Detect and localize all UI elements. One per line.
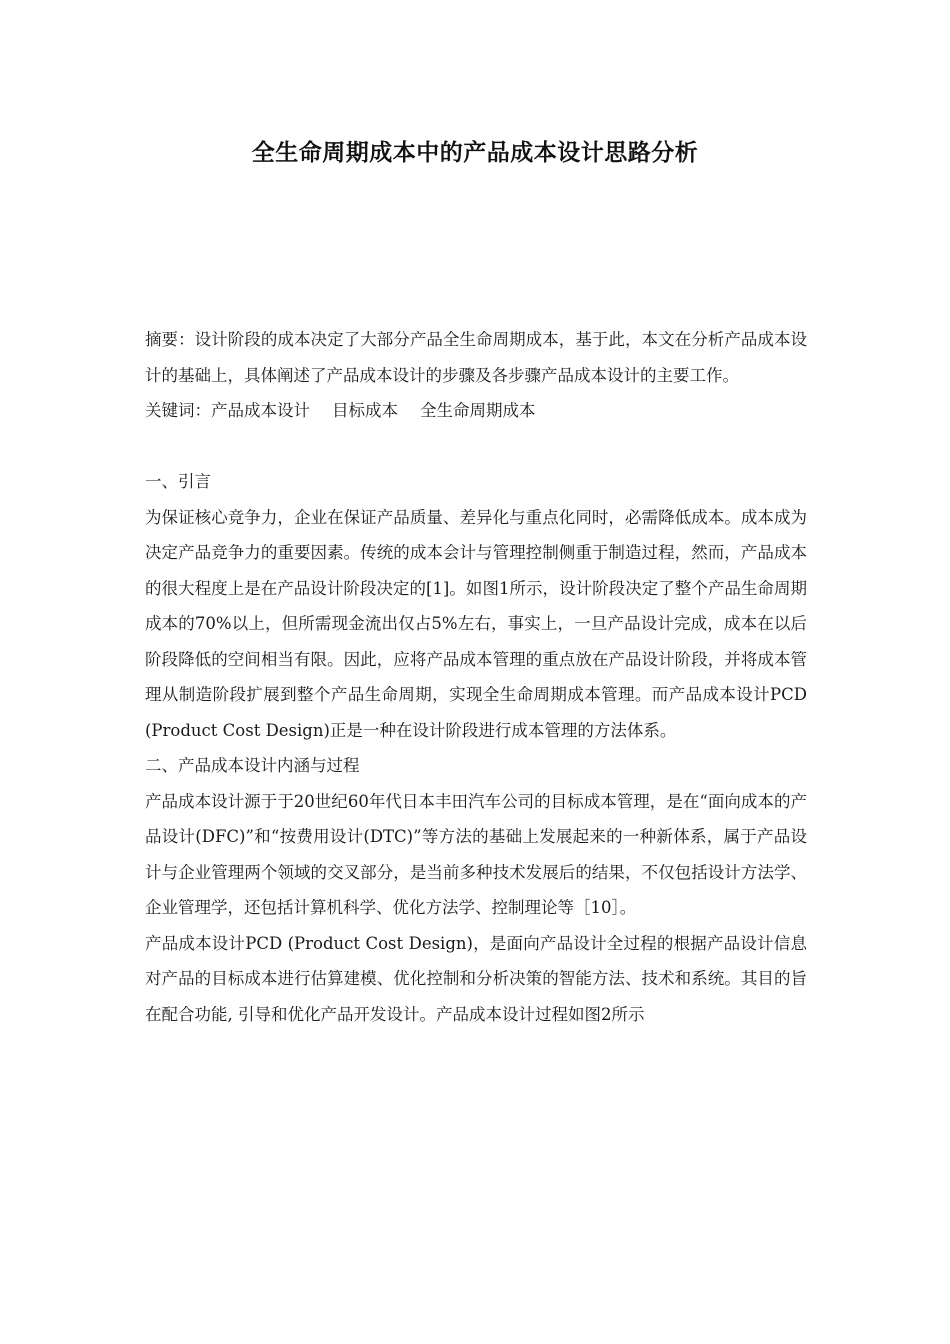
keywords-label: 关键词： <box>145 401 211 420</box>
section-paragraph: 产品成本设计PCD (Product Cost Design)，是面向产品设计全过程的根据产品设计信息对产品的目标成本进行估算建模、优化控制和分析决策的智能方法、技术和系统。其目的旨在配合功能, 引导和优化产品开发设计。产品成本设计过程如图2所示 <box>145 933 807 1024</box>
keywords-line <box>145 393 807 429</box>
document-body <box>145 322 807 1032</box>
section-heading: 一、引言 <box>145 472 211 491</box>
section-paragraph: 产品成本设计源于于20世纪60年代日本丰田汽车公司的目标成本管理，是在“面向成本的产品设计(DFC)”和“按费用设计(DTC)”等方法的基础上发展起来的一种新体系，属于产品设计与企业管理两个领域的交叉部分，是当前多种技术发展后的结果，不仅包括设计方法学、企业管理学，还包括计算机科学、优化方法学、控制理论等［10］。 <box>145 791 807 917</box>
keyword-item: 目标成本 <box>332 401 398 420</box>
abstract-paragraph: 摘要：设计阶段的成本决定了大部分产品全生命周期成本，基于此，本文在分析产品成本设计的基础上，具体阐述了产品成本设计的步骤及各步骤产品成本设计的主要工作。 <box>145 330 807 385</box>
section-paragraph: 为保证核心竞争力，企业在保证产品质量、差异化与重点化同时，必需降低成本。成本成为决定产品竞争力的重要因素。传统的成本会计与管理控制侧重于制造过程，然而，产品成本的很大程度上是在产品设计阶段决定的[1]。如图1所示，设计阶段决定了整个产品生命周期成本的70%以上，但所需现金流出仅占5%左右，事实上，一旦产品设计完成，成本在以后阶段降低的空间相当有限。因此，应将产品成本管理的重点放在产品设计阶段，并将成本管理从制造阶段扩展到整个产品生命周期，实现全生命周期成本管理。而产品成本设计PCD (Product Cost Design)正是一种在设计阶段进行成本管理的方法体系。 <box>145 507 807 740</box>
spacer <box>145 429 807 465</box>
keyword-item: 产品成本设计 <box>211 401 310 420</box>
section-heading: 二、产品成本设计内涵与过程 <box>145 756 360 775</box>
keyword-item: 全生命周期成本 <box>420 401 536 420</box>
document-title: 全生命周期成本中的产品成本设计思路分析 <box>251 140 699 166</box>
